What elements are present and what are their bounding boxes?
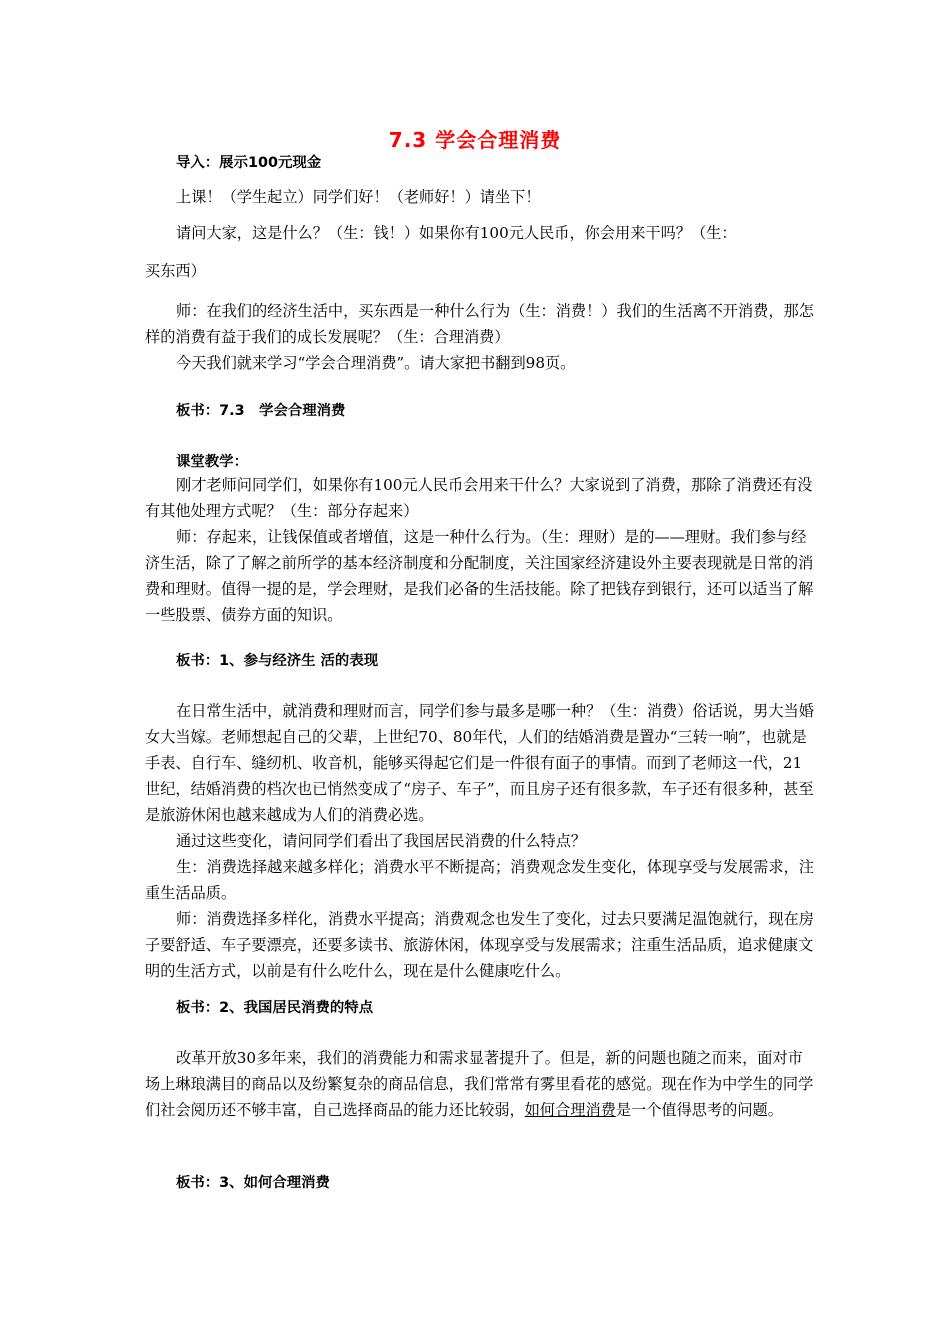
intro-question xyxy=(145,220,815,246)
intro-paragraph-2b: 买东西） xyxy=(145,262,206,280)
class-paragraph-1: 刚才老师问同学们，如果你有100元人民币会用来干什么？大家说到了消费，那除了消费还有没有其他处理方式呢？（生：部分存起来） xyxy=(145,476,813,520)
section2-paragraph-3: 生：消费选择越来越多样化；消费水平不断提高；消费观念发生变化，体现享受与发展需求，注重生活品质。 xyxy=(145,858,814,902)
section3-paragraph-1 xyxy=(145,1045,815,1123)
intro-paragraph-1: 上课！（学生起立）同学们好！（老师好！）请坐下！ xyxy=(176,188,541,206)
intro-section xyxy=(145,184,815,210)
section2-paragraph-2: 通过这些变化，请问同学们看出了我国居民消费的什么特点？ xyxy=(176,832,587,850)
section3-text-before: 改革开放30多年来，我们的消费能力和需求显著提升了。但是，新的问题也随之而来，面对市场上琳琅满目的商品以及纷繁复杂的商品信息，我们常常有雾里看花的感觉。现在作为中学生的同学们社会阅历还不够丰富，自己选择商品的能力还比较弱， xyxy=(145,1049,814,1119)
section3-text-after: 是一个值得思考的问题。 xyxy=(615,1101,783,1119)
board-note-3: 板书：2、我国居民消费的特点 xyxy=(176,1000,374,1016)
board-note-4: 板书：3、如何合理消费 xyxy=(176,1175,330,1191)
document-title: 7.3 学会合理消费 xyxy=(388,128,562,152)
intro-paragraph-4: 今天我们就来学习“学会合理消费”。请大家把书翻到98页。 xyxy=(176,354,576,372)
intro-answer xyxy=(145,258,815,284)
section-3 xyxy=(145,1045,815,1123)
class-heading: 课堂教学： xyxy=(176,454,248,470)
intro-paragraph-2: 请问大家，这是什么？（生：钱！）如果你有100元人民币，你会用来干吗？（生： xyxy=(176,224,737,242)
section-2 xyxy=(145,698,815,984)
intro-paragraph-3: 师：在我们的经济生活中，买东西是一种什么行为（生：消费！）我们的生活离不开消费，那怎样的消费有益于我们的成长发展呢？（生：合理消费） xyxy=(145,302,814,346)
section2-paragraph-1: 在日常生活中，就消费和理财而言，同学们参与最多是哪一种？（生：消费）俗话说，男大当婚女大当嫁。老师想起自己的父辈，上世纪70、80年代，人们的结婚消费是置办“三转一响”，也就是手表、自行车、缝纫机、收音机，能够买得起它们是一件很有面子的事情。而到了老师这一代，21世纪，结婚消费的档次也已悄然变成了“房子、车子”，而且房子还有很多款，车子还有很多种，甚至是旅游休闲也越来越成为人们的消费必选。 xyxy=(145,702,814,824)
board-note-1: 板书：7.3 学会合理消费 xyxy=(176,403,346,419)
intro-teacher xyxy=(145,298,815,376)
section3-underlined-phrase: 如何合理消费 xyxy=(524,1101,616,1119)
section2-paragraph-4: 师：消费选择多样化，消费水平提高；消费观念也发生了变化，过去只要满足温饱就行，现在房子要舒适、车子要漂亮，还要多读书、旅游休闲，体现享受与发展需求；注重生活品质，追求健康文明的生活方式，以前是有什么吃什么，现在是什么健康吃什么。 xyxy=(145,910,814,980)
intro-heading: 导入：展示100元现金 xyxy=(176,155,322,171)
class-section xyxy=(145,472,815,628)
class-paragraph-2: 师：存起来，让钱保值或者增值，这是一种什么行为。（生：理财）是的——理财。我们参与经济生活，除了了解之前所学的基本经济制度和分配制度，关注国家经济建设外主要表现就是日常的消费和理财。值得一提的是，学会理财，是我们必备的生活技能。除了把钱存到银行，还可以适当了解一些股票、债券方面的知识。 xyxy=(145,528,814,624)
board-note-2: 板书：1、参与经济生 活的表现 xyxy=(176,653,379,669)
